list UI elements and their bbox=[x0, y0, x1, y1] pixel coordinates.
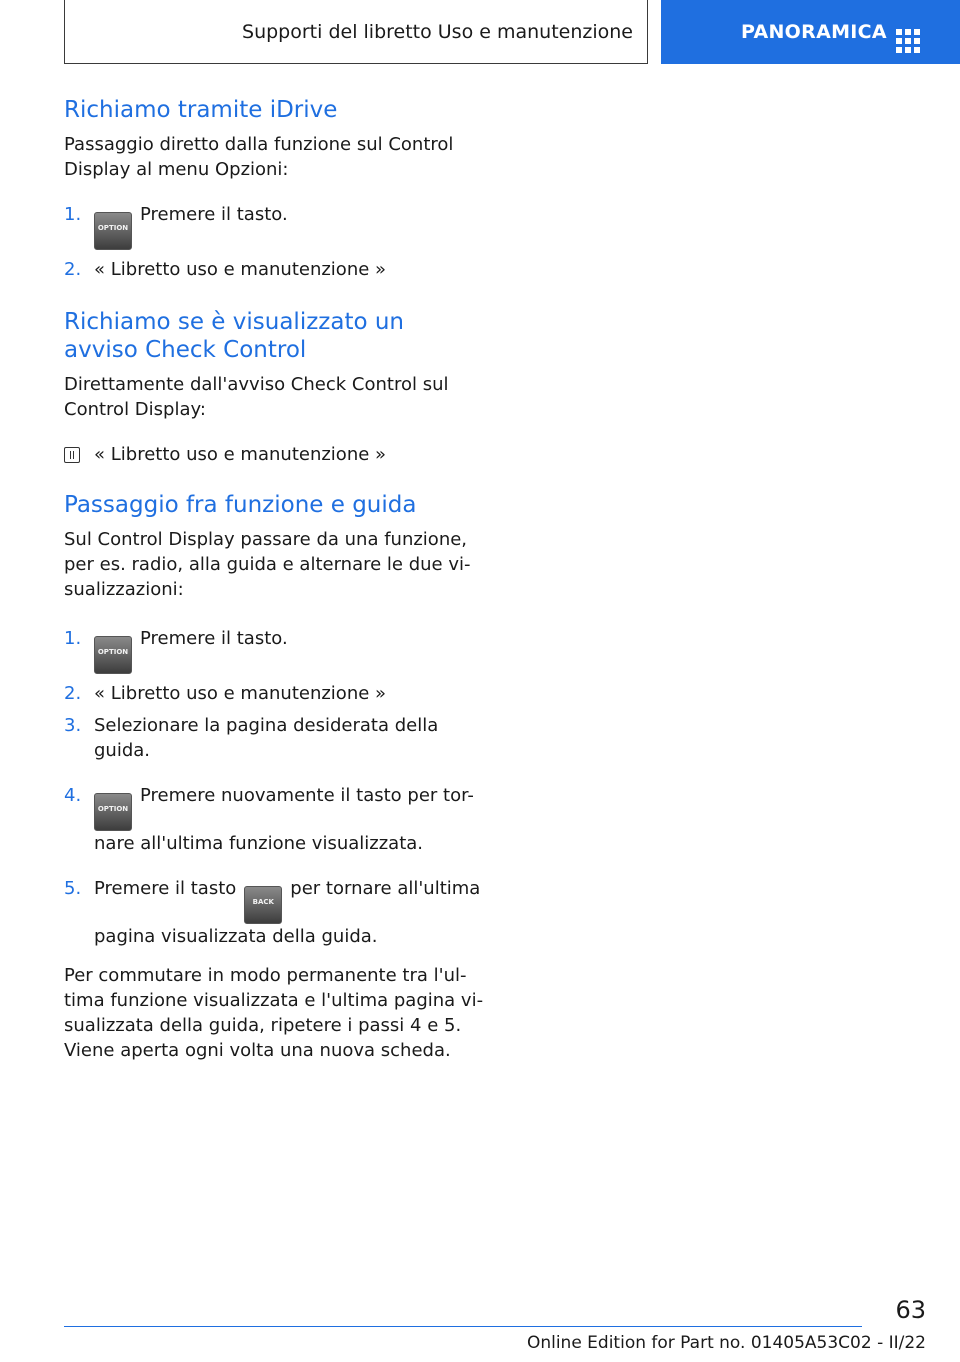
list-item: 5. Premere il tastoBACKper tornare all'ultima pagina visualizzata della guida. bbox=[64, 878, 481, 947]
section-heading-check-control: Richiamo se è visualizzato un avviso Check Control bbox=[64, 309, 405, 363]
back-key-icon: BACK bbox=[244, 886, 282, 924]
footer-edition: Online Edition for Part no. 01405A53C02 - II/22 bbox=[526, 1333, 926, 1353]
section-heading-idrive: Richiamo tramite iDrive bbox=[64, 97, 338, 123]
list-item: 4. OPTIONPremere nuovamente il tasto per tor- nare all'ultima funzione visualizzata. bbox=[64, 785, 474, 854]
list-item: 2. « Libretto uso e manutenzione » bbox=[64, 259, 387, 280]
check-control-line: « Libretto uso e manutenzione » bbox=[64, 442, 484, 467]
steps-list-switch bbox=[64, 626, 484, 949]
header-section-title: Supporti del libretto Uso e manutenzione bbox=[242, 20, 633, 43]
section-outro-2: Viene aperta ogni volta una nuova scheda. bbox=[64, 1040, 451, 1061]
section-intro-switch: Sul Control Display passare da una funzione, per es. radio, alla guida e alternare le due vi- sualizzazioni: bbox=[64, 529, 471, 600]
option-key-icon: OPTION bbox=[94, 636, 132, 674]
page-number: 63 bbox=[895, 1296, 926, 1324]
main-content bbox=[64, 96, 484, 1063]
section-outro-1: Per commutare in modo permanente tra l'ul- tima funzione visualizzata e l'ultima pagina vi- sualizzata della guida, ripetere i passi 4 e 5. bbox=[64, 965, 484, 1036]
list-item: 2. « Libretto uso e manutenzione » bbox=[64, 683, 387, 704]
header-section-box bbox=[64, 0, 648, 64]
list-item: 1. OPTIONPremere il tasto. bbox=[64, 202, 484, 250]
header-chapter-label: PANORAMICA bbox=[741, 21, 887, 43]
option-key-icon: OPTION bbox=[94, 793, 132, 831]
option-key-icon: OPTION bbox=[94, 212, 132, 250]
section-intro-check-control: Direttamente dall'avviso Check Control sul Control Display: bbox=[64, 374, 449, 420]
list-item: 1. OPTIONPremere il tasto. bbox=[64, 626, 484, 674]
grid-icon[interactable] bbox=[896, 29, 920, 53]
list-item: 3. Selezionare la pagina desiderata della guida. bbox=[64, 715, 439, 761]
book-icon bbox=[64, 447, 80, 463]
steps-list-idrive bbox=[64, 202, 484, 282]
section-intro-idrive: Passaggio diretto dalla funzione sul Control Display al menu Opzioni: bbox=[64, 134, 454, 180]
footer-divider bbox=[64, 1326, 862, 1327]
section-heading-switch: Passaggio fra funzione e guida bbox=[64, 492, 417, 518]
